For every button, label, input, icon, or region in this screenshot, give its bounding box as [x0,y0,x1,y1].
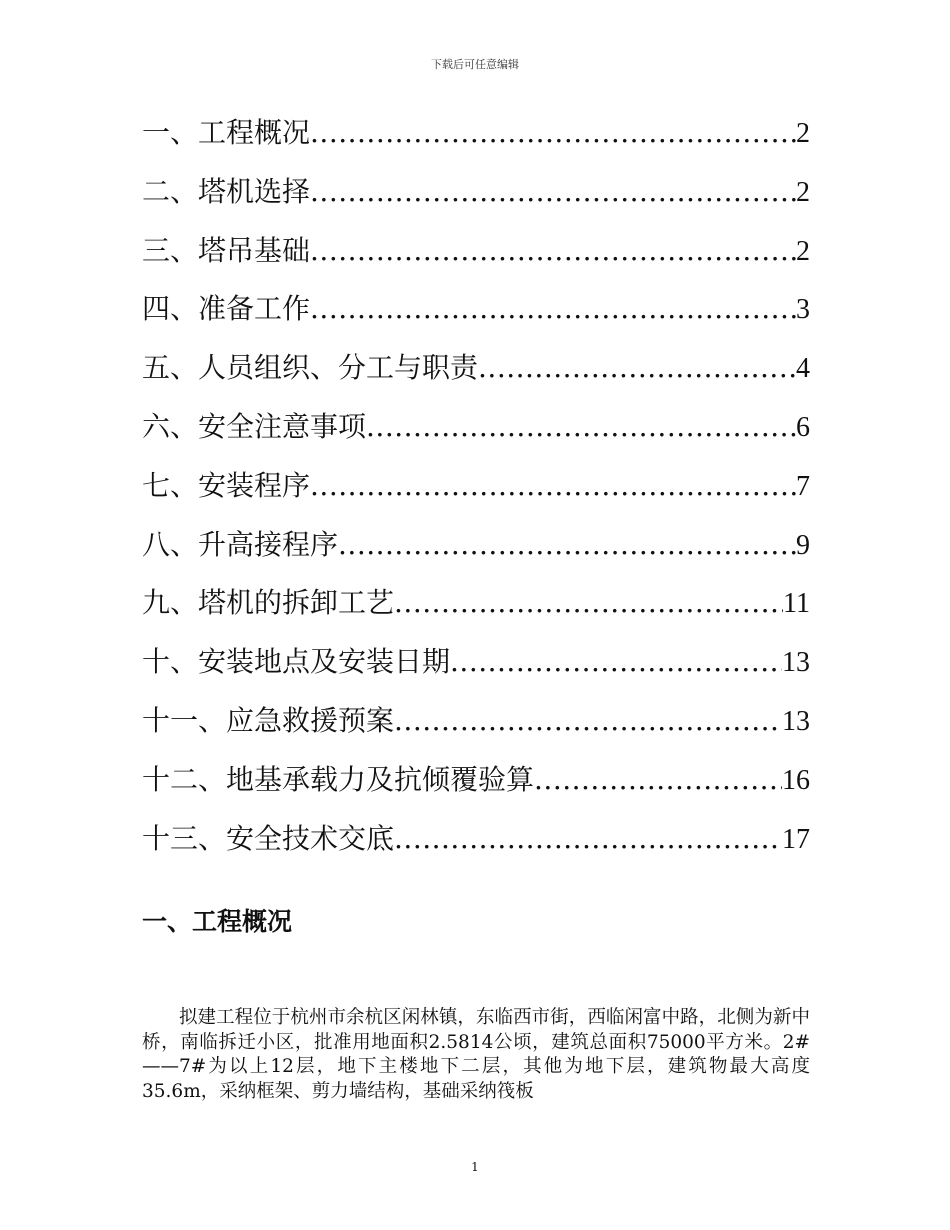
toc-entry[interactable] [142,104,810,163]
toc-entry-page: 6 [796,411,810,443]
toc-entry-page: 11 [783,588,810,620]
toc-entry-title: 十一、应急救援预案 [142,703,395,737]
toc-entry-page: 9 [796,529,810,561]
toc-entry-page: 2 [796,118,810,149]
toc-entry-page: 4 [796,353,810,385]
section-heading: 一、工程概况 [142,907,293,936]
toc-entry[interactable] [142,339,810,398]
toc-leader-dots [310,457,796,516]
toc-entry-page: 7 [796,470,810,502]
toc-entry-title: 十二、地基承载力及抗倾覆验算 [142,762,535,796]
toc-entry-title: 三、塔吊基础 [142,233,311,267]
toc-leader-dots [310,280,796,339]
toc-entry[interactable] [142,751,810,810]
toc-entry[interactable] [142,692,810,751]
toc-entry-title: 九、塔机的拆卸工艺 [142,586,395,620]
toc-leader-dots [338,516,796,575]
toc-leader-dots [478,339,796,398]
toc-leader-dots [534,751,782,810]
toc-entry-title: 二、塔机选择 [142,174,311,208]
toc-leader-dots [394,574,783,633]
toc-entry[interactable] [142,633,810,692]
toc-leader-dots [310,222,796,281]
toc-entry[interactable] [142,222,810,281]
toc-entry-page: 17 [782,823,810,855]
body-paragraph: 拟建工程位于杭州市余杭区闲林镇，东临西市街，西临闲富中路，北侧为新中桥，南临拆迁小区，批准用地面积2.5814公顷，建筑总面积75000平方米。2#——7#为以上12层，地下主楼地下二层，其他为地下层，建筑物最大高度35.6m，采纳框架、剪力墙结构，基础采纳筏板 [142,1007,810,1102]
toc-entry-page: 13 [782,647,810,679]
toc-entry-title: 六、安全注意事项 [142,409,367,443]
toc-entry[interactable] [142,163,810,222]
toc-entry-title: 四、准备工作 [142,292,311,326]
toc-leader-dots [450,633,782,692]
toc-entry-title: 八、升高接程序 [142,527,339,561]
toc-entry[interactable] [142,280,810,339]
toc-entry[interactable] [142,457,810,516]
toc-entry-title: 十、安装地点及安装日期 [142,645,451,679]
toc-entry-title: 五、人员组织、分工与职责 [142,351,479,385]
toc-entry-page: 13 [782,705,810,737]
toc-entry-title: 七、安装程序 [142,468,311,502]
toc-leader-dots [394,692,782,751]
toc-entry[interactable] [142,398,810,457]
toc-entry-page: 2 [796,235,810,267]
toc-entry-title: 十三、安全技术交底 [142,821,395,855]
toc-leader-dots [366,398,796,457]
toc-entry-title: 一、工程概况 [142,116,311,149]
toc-entry-page: 16 [782,764,810,796]
toc-leader-dots [394,810,782,869]
toc-entry[interactable] [142,516,810,575]
toc-entry[interactable] [142,574,810,633]
header-note: 下载后可任意编辑 [431,58,519,71]
table-of-contents [142,104,810,868]
toc-entry-page: 3 [796,294,810,326]
toc-leader-dots [310,163,796,222]
toc-entry[interactable] [142,810,810,869]
toc-entry-page: 2 [796,176,810,208]
page-number: 1 [471,1160,479,1174]
toc-leader-dots [310,104,796,163]
